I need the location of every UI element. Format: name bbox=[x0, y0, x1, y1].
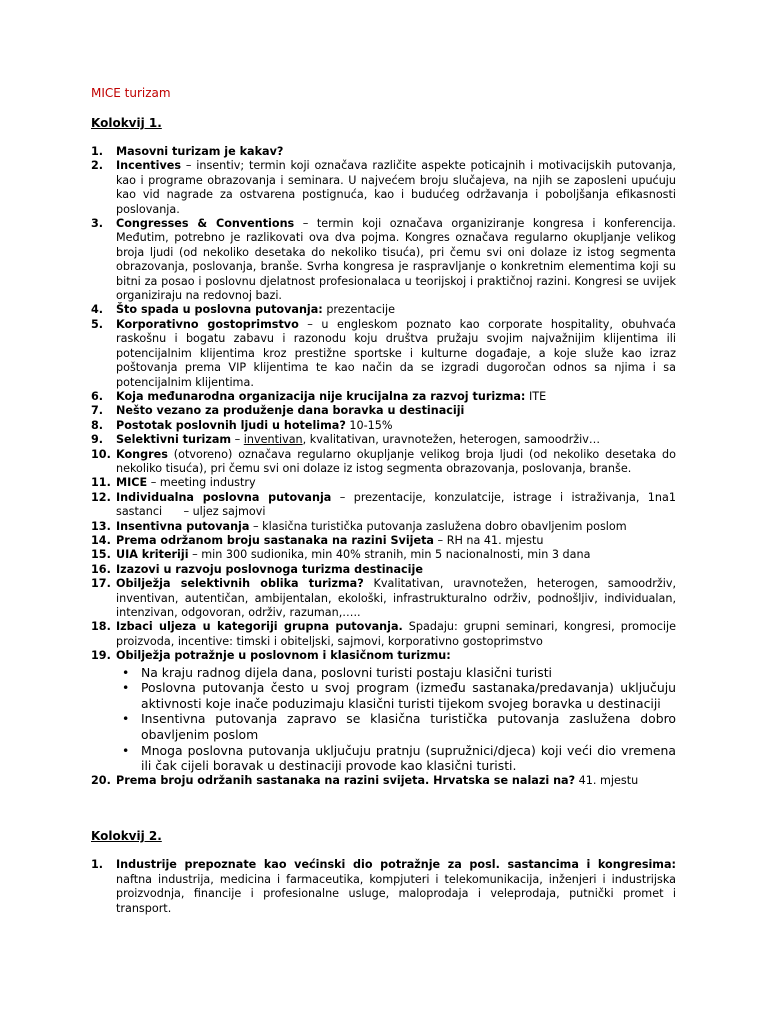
list-item: 15. UIA kriteriji – min 300 sudionika, min 40% stranih, min 5 nacionalnosti, min 3 dana bbox=[91, 548, 591, 562]
bullet-item: • Mnoga poslovna putovanja uključuju pratnju (supružnici/djeca) koji veći dio vremena ili čak cijeli boravak u destinaciji provode kao klasični turisti. bbox=[116, 743, 676, 774]
bullet-item: • Poslovna putovanja često u svoj program (između sastanaka/predavanja) uključuju aktivnosti koje inače poduzimaju klasični turisti tijekom svojeg boravka u destinaciji bbox=[116, 680, 676, 711]
bullet-item: • Na kraju radnog dijela dana, poslovni turisti postaju klasični turisti bbox=[116, 665, 676, 681]
list-item: 16. Izazovi u razvoju poslovnoga turizma destinacije bbox=[91, 562, 423, 576]
list-item: 13. Insentivna putovanja – klasična turistička putovanja zaslužena dobro obavljenim poslom bbox=[91, 519, 627, 533]
bullet-item: • Insentivna putovanja zapravo se klasična turistička putovanja zaslužena dobro obavljenim poslom bbox=[116, 711, 676, 742]
list-item: 11. MICE – meeting industry bbox=[91, 476, 256, 490]
list-item: 1. Masovni turizam je kakav? bbox=[91, 145, 284, 158]
bullet-list bbox=[116, 665, 676, 774]
list-item: 8. Postotak poslovnih ljudi u hotelima? 10-15% bbox=[91, 418, 393, 432]
list-item: 2. Incentives – insentiv; termin koji označava različite aspekte poticajnih i motivacijskih putovanja, kao i programe obrazovanja i seminara. U najvećem broju slučajeva, na njih se zaposleni upućuju kao vid nagrade za ostvarena postignuća, kao i budućeg održavanja i poboljšanja efikasnosti poslovanja. bbox=[91, 159, 676, 216]
list-item: 6. Koja međunarodna organizacija nije krucijalna za razvoj turizma: ITE bbox=[91, 389, 547, 403]
list-item: 14. Prema održanom broju sastanaka na razini Svijeta – RH na 41. mjestu bbox=[91, 533, 544, 547]
list-item: 1. Industrije prepoznate kao većinski dio potražnje za posl. sastancima i kongresima: naftna industrija, medicina i farmaceutika, kompjuteri i telekomunikacija, inženjeri i industrijska proizvodnja, financije i profesionalne usluge, maloprodaja i veleprodaja, putnički promet i transport. bbox=[91, 858, 676, 915]
list-item: 5. Korporativno gostoprimstvo – u engleskom poznato kao corporate hospitality, obuhvaća raskošnu i bogatu zabavu i razonodu koju društva pružaju svojim najvažnijim klijentima ili potencijalnim klijentima kroz prestižne sportske i kulturne događaje, a koje služe kao izraz poštovanja prema VIP klijentima te kao način da se izgradi dugoročan odnos sa njima i sa potencijalnim klijentima. bbox=[91, 317, 676, 389]
list-item: 12. Individualna poslovna putovanja – prezentacije, konzulatcije, istrage i istraživanja, 1na1 sastanci – uljez sajmovi bbox=[91, 490, 680, 519]
kolokvij-2-question-list bbox=[91, 858, 676, 916]
list-item: 17. Obilježja selektivnih oblika turizma? Kvalitativan, uravnotežen, heterogen, samoodrživ, inventivan, autentičan, ambijentalan, ekološki, infrastrukturalno održiv, podnošljiv, individualan, intenzivan, odgovoran, održiv, razuman,….. bbox=[91, 577, 676, 619]
list-item: 7. Nešto vezano za produženje dana boravka u destinaciji bbox=[91, 404, 465, 418]
list-item: 9. Selektivni turizam – inventivan, kvalitativan, uravnotežen, heterogen, samoodrživ… bbox=[91, 433, 601, 447]
section-heading-kolokvij-1: Kolokvij 1. bbox=[91, 116, 162, 130]
list-item: 3. Congresses & Conventions – termin koji označava organiziranje kongresa i konferencija. Međutim, potrebno je razlikovati ova dva pojma. Kongres označava regularno okupljanje velikog broja ljudi (od nekoliko desetaka do nekoliko tisuća), pri čemu svi oni dolaze iz istog segmenta obrazovanja, poslovanja, branše. Svrha kongresa je raspravljanje o konkretnim elementima koji su bitni za posao i poslovnu djelatnost profesionalaca u teorijskoj i praktičnoj razini. Kongresi se uvijek organiziraju na redovnoj bazi. bbox=[91, 217, 676, 303]
section-heading-kolokvij-2: Kolokvij 2. bbox=[91, 829, 162, 843]
list-item: 10. Kongres (otvoreno) označava regularno okupljanje velikog broja ljudi (od nekoliko desetaka do nekoliko tisuća), pri čemu svi oni dolaze iz istog segmenta obrazovanja, poslovanja, branše. bbox=[91, 447, 676, 475]
kolokvij-1-question-list bbox=[91, 145, 680, 788]
list-item: 19. Obilježja potražnje u poslovnom i klasičnom turizmu: • Na kraju radnog dijela dana, poslovni turisti postaju klasični turisti • Poslovna putovanja često u svoj program (između sastanaka/predavanja) uključuju aktivnosti koje inače poduzimaju klasični turisti tijekom svojeg boravka u destinaciji • Insentivna putovanja zapravo se klasična turistička putovanja zaslužena dobro obavljenim poslom • Mnoga poslovna putovanja uključuju pratnju (supružnici/djeca) koji veći dio vremena ili čak cijeli boravak u destinaciji provode kao klasični turisti. bbox=[91, 649, 676, 774]
document-title: MICE turizam bbox=[91, 86, 171, 100]
list-item: 18. Izbaci uljeza u kategoriji grupna putovanja. Spadaju: grupni seminari, kongresi, promocije proizvoda, incentive: timski i obiteljski, sajmovi, korporativno gostoprimstvo bbox=[91, 620, 676, 648]
list-item: 4. Što spada u poslovna putovanja: prezentacije bbox=[91, 303, 395, 317]
list-item: 20. Prema broju održanih sastanaka na razini svijeta. Hrvatska se nalazi na? 41. mjestu bbox=[91, 773, 639, 787]
